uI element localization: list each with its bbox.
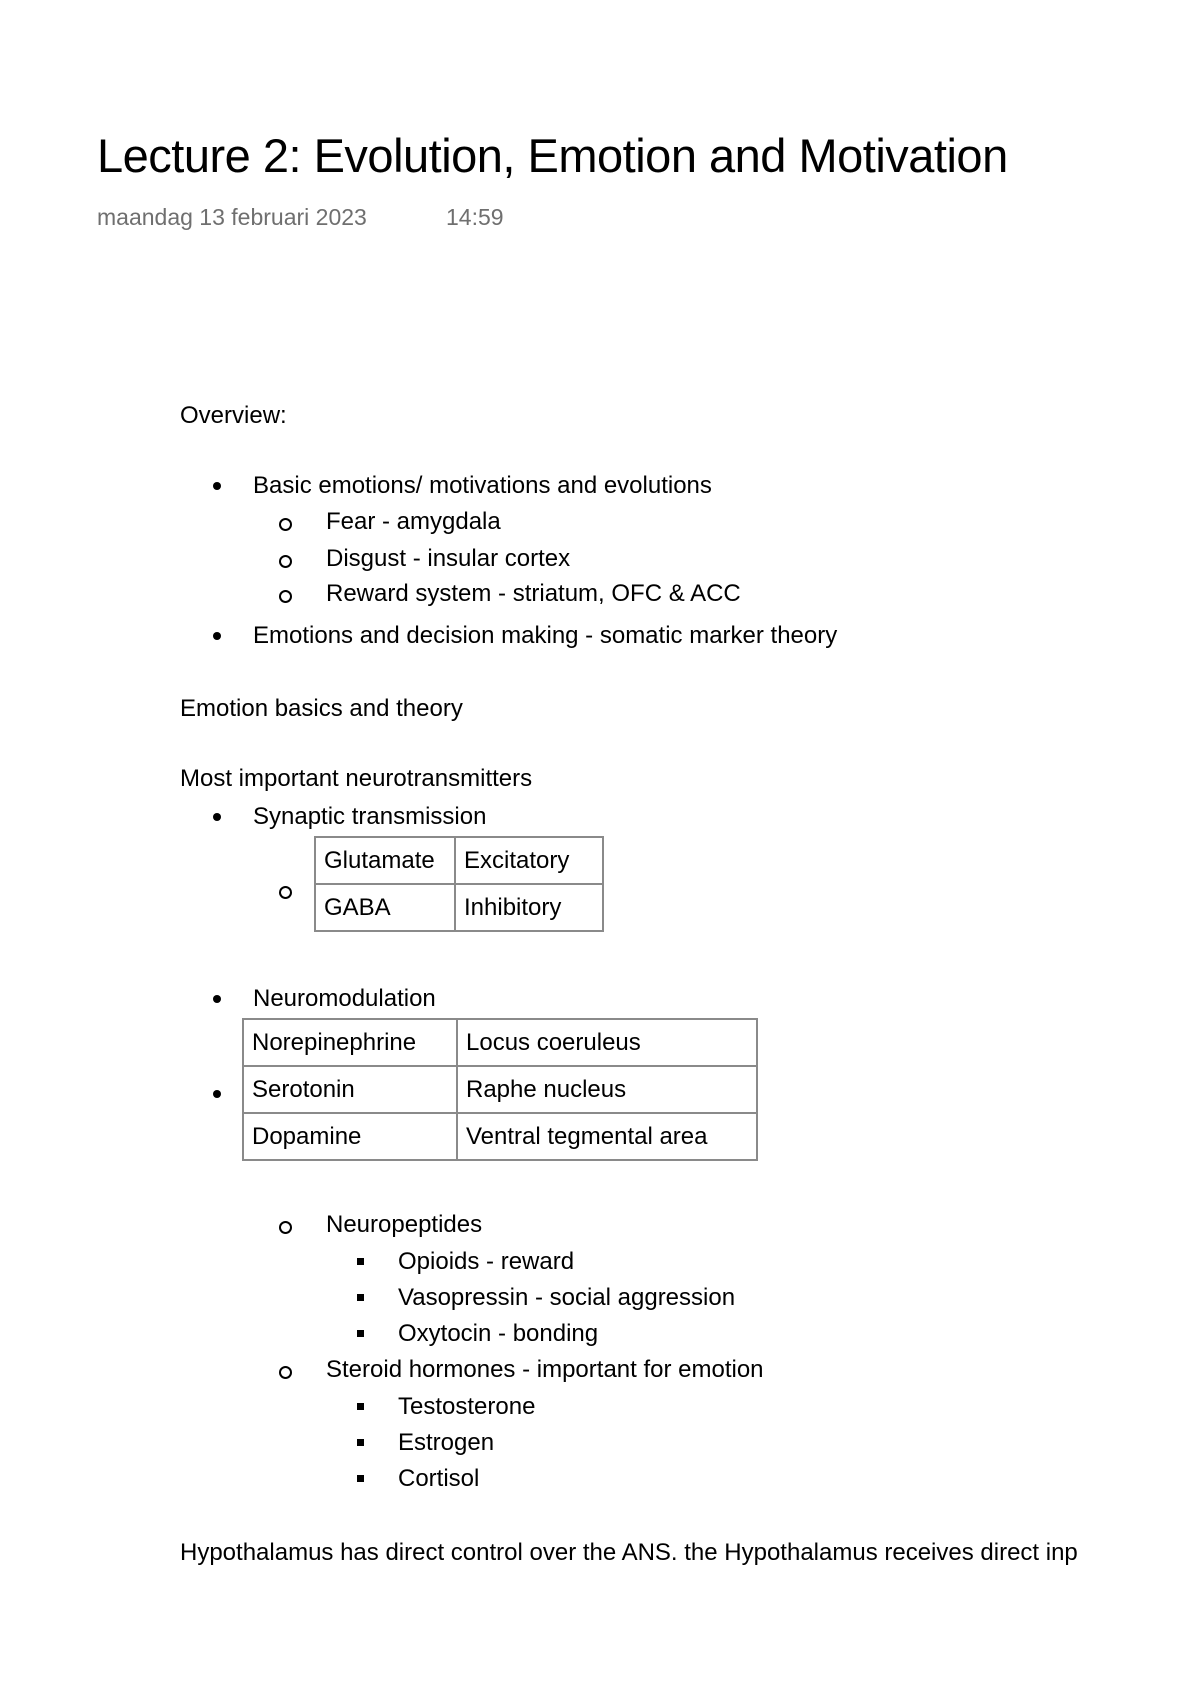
list-item: Opioids - reward (398, 1248, 575, 1275)
list-item: Oxytocin - bonding (398, 1320, 599, 1347)
bullet-circle-icon (279, 590, 292, 603)
table-cell: Glutamate (315, 837, 455, 884)
overview-subitem: Fear - amygdala (326, 508, 501, 535)
table-row (243, 1019, 757, 1066)
bullet-dot-icon (213, 632, 221, 640)
neuromodulation-table (242, 1018, 758, 1161)
list-item: Synaptic transmission (253, 803, 487, 830)
bullet-square-icon (357, 1330, 364, 1337)
bullet-dot-icon (213, 813, 221, 821)
synaptic-table (314, 836, 604, 932)
bullet-circle-icon (279, 518, 292, 531)
paragraph-text: Hypothalamus has direct control over the ANS. the Hypothalamus receives direct inp (180, 1539, 1078, 1566)
bullet-dot-icon (213, 482, 221, 490)
bullet-circle-icon (279, 555, 292, 568)
overview-subitem: Disgust - insular cortex (326, 545, 571, 572)
list-item: Neuropeptides (326, 1211, 483, 1238)
bullet-square-icon (357, 1439, 364, 1446)
bullet-circle-icon (279, 1366, 292, 1379)
list-item: Steroid hormones - important for emotion (326, 1356, 764, 1383)
table-cell: Serotonin (243, 1066, 457, 1113)
overview-item: Emotions and decision making - somatic marker theory (253, 622, 838, 649)
bullet-square-icon (357, 1258, 364, 1265)
table-cell: Ventral tegmental area (457, 1113, 757, 1160)
list-item: Testosterone (398, 1393, 536, 1420)
overview-heading: Overview: (180, 402, 287, 429)
overview-subitem: Reward system - striatum, OFC & ACC (326, 580, 741, 607)
table-cell: Norepinephrine (243, 1019, 457, 1066)
bullet-circle-icon (279, 1221, 292, 1234)
table-cell: Inhibitory (455, 884, 603, 931)
list-item: Neuromodulation (253, 985, 436, 1012)
list-item: Estrogen (398, 1429, 495, 1456)
table-cell: Locus coeruleus (457, 1019, 757, 1066)
table-cell: Excitatory (455, 837, 603, 884)
table-row (243, 1066, 757, 1113)
table-row (243, 1113, 757, 1160)
bullet-square-icon (357, 1294, 364, 1301)
note-time: 14:59 (446, 204, 504, 230)
table-row (315, 884, 603, 931)
bullet-square-icon (357, 1403, 364, 1410)
section-heading: Emotion basics and theory (180, 695, 463, 722)
list-item: Vasopressin - social aggression (398, 1284, 736, 1311)
table-cell: GABA (315, 884, 455, 931)
bullet-square-icon (357, 1475, 364, 1482)
table-row (315, 837, 603, 884)
overview-item: Basic emotions/ motivations and evolutions (253, 472, 712, 499)
list-item: Cortisol (398, 1465, 480, 1492)
note-date: maandag 13 februari 2023 (97, 204, 367, 230)
bullet-dot-icon (213, 1090, 221, 1098)
table-cell: Dopamine (243, 1113, 457, 1160)
bullet-circle-icon (279, 886, 292, 899)
page-title: Lecture 2: Evolution, Emotion and Motivation (97, 129, 1008, 182)
bullet-dot-icon (213, 995, 221, 1003)
section-heading: Most important neurotransmitters (180, 765, 533, 792)
table-cell: Raphe nucleus (457, 1066, 757, 1113)
